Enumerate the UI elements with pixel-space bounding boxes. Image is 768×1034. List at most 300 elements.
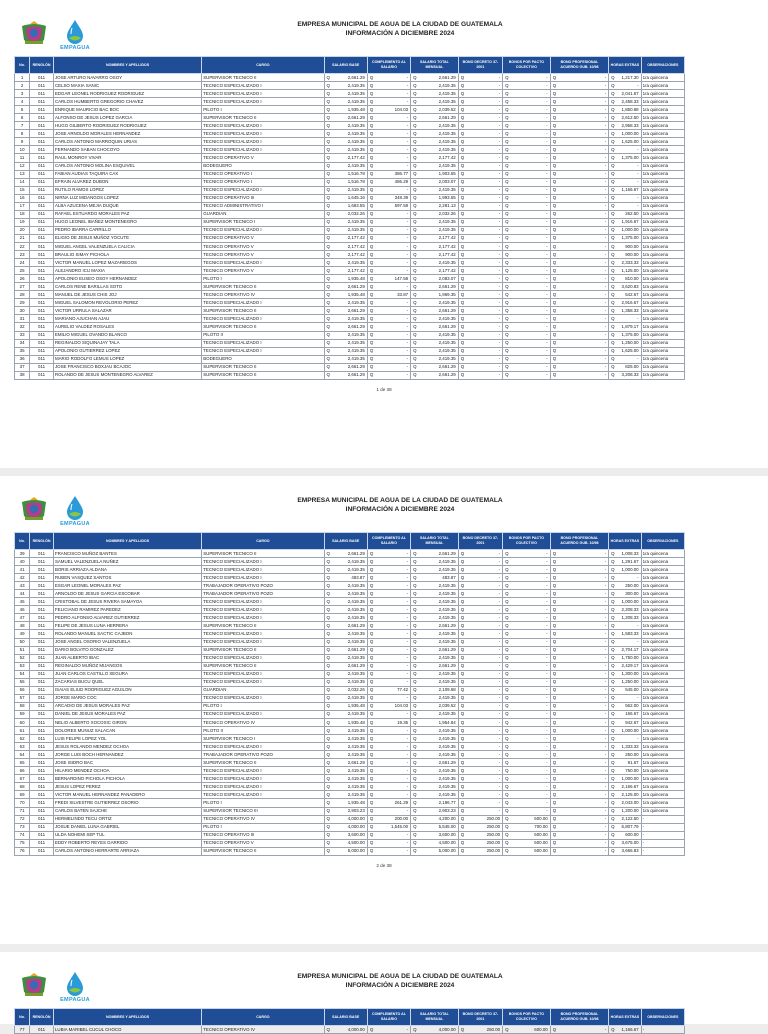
cell-observaciones: 1ra quincena: [641, 162, 684, 170]
currency-symbol: Q: [326, 259, 330, 265]
currency-symbol: Q: [611, 679, 615, 685]
amount: 900.00: [625, 243, 639, 249]
money-value: [610, 720, 639, 726]
money-value: [460, 244, 501, 250]
money-value: [412, 728, 457, 734]
cell-horas-extras: [609, 130, 641, 138]
amount: -: [546, 703, 548, 709]
cell-observaciones: 1ra quincena: [641, 138, 684, 146]
amount: -: [406, 808, 409, 814]
column-header-renglon: RENGLÓN: [30, 533, 54, 550]
cell-cargo: TECNICO ESPECIALIZADO I: [202, 743, 324, 751]
amount: 2,122.50: [621, 816, 639, 822]
cell-observaciones: 1ra quincena: [641, 259, 684, 267]
cell-cargo: TECNICO OPERATIVO V: [202, 839, 324, 847]
currency-symbol: Q: [369, 195, 374, 201]
currency-symbol: Q: [413, 848, 417, 854]
cell-bono-decreto: [458, 574, 502, 582]
amount: -: [406, 598, 409, 604]
currency-symbol: Q: [326, 590, 330, 596]
amount: -: [604, 679, 607, 685]
cell-renglon: 011: [30, 807, 54, 815]
currency-symbol: Q: [611, 348, 615, 354]
money-value: [504, 276, 549, 282]
money-value: [326, 631, 366, 637]
amount: -: [604, 655, 607, 661]
cell-bonos-pacto: [503, 839, 551, 847]
amount: -: [498, 259, 501, 265]
amount: -: [498, 203, 501, 209]
cell-salario-base: [324, 815, 367, 823]
cell-salario-base: [324, 114, 367, 122]
cell-renglon: 011: [30, 598, 54, 606]
cell-cargo: TECNICO ESPECIALIZADO I: [202, 606, 324, 614]
currency-symbol: Q: [611, 171, 615, 177]
cell-salario-base: [324, 807, 367, 815]
money-value: [552, 639, 607, 645]
cell-nombre: ALBA AZUCENA MEJIA DUQUE: [53, 202, 201, 210]
cell-renglon: 011: [30, 242, 54, 250]
cell-cargo: SUPERVISOR TECNICO II: [202, 550, 324, 558]
cell-bono-decreto: [458, 307, 502, 315]
money-value: [326, 639, 366, 645]
money-value: [552, 575, 607, 581]
cell-bono-decreto: [458, 114, 502, 122]
amount: -: [604, 775, 607, 781]
money-value: [504, 824, 549, 830]
cell-renglon: 011: [30, 686, 54, 694]
cell-salario-base: [324, 251, 367, 259]
table-row: [15, 170, 685, 178]
cell-cargo: BODEGUERO: [202, 162, 324, 170]
cell-observaciones: 1ra quincena: [641, 646, 684, 654]
cell-cargo: TECNICO ESPECIALIZADO I: [202, 670, 324, 678]
cell-complemento: [367, 315, 410, 323]
cell-bono-decreto: [458, 90, 502, 98]
cell-no: 42: [15, 574, 30, 582]
currency-symbol: Q: [369, 639, 374, 645]
currency-symbol: Q: [505, 340, 509, 346]
amount: 2,419.35: [347, 614, 365, 620]
money-value: [369, 784, 409, 790]
cell-nombre: DARIO BOLVITO GONZALEZ: [53, 646, 201, 654]
column-header-observaciones: OBSERVACIONES: [641, 57, 684, 74]
currency-symbol: Q: [369, 622, 374, 628]
amount: 1,300.00: [621, 671, 639, 677]
money-value: [326, 284, 366, 290]
cell-nombre: SAMUEL VALENZUELA NUÑEZ: [53, 558, 201, 566]
money-value: [552, 179, 607, 185]
column-header-salario-base: SALARIO BASE: [324, 533, 367, 550]
money-value: [552, 324, 607, 330]
currency-symbol: Q: [505, 114, 509, 120]
amount: -: [546, 719, 548, 725]
cell-complemento: [367, 710, 410, 718]
amount: -: [546, 582, 548, 588]
money-value: [504, 316, 549, 322]
currency-symbol: Q: [611, 163, 615, 169]
amount: 2,419.35: [347, 767, 365, 773]
cell-bonos-pacto: [503, 154, 551, 162]
currency-symbol: Q: [326, 243, 330, 249]
money-value: [326, 687, 366, 693]
cell-bonos-pacto: [503, 727, 551, 735]
city-crest-logo: [19, 20, 49, 53]
cell-cargo: PILOTO I: [202, 106, 324, 114]
cell-bonos-pacto: [503, 767, 551, 775]
cell-bono-profesional: [550, 590, 608, 598]
amount: -: [546, 307, 548, 313]
cell-no: 47: [15, 614, 30, 622]
cell-bono-profesional: [550, 566, 608, 574]
cell-salario-total: [411, 1026, 459, 1034]
currency-symbol: Q: [611, 759, 615, 765]
amount: 2,419.35: [438, 751, 456, 757]
amount: 2,661.29: [438, 307, 456, 313]
currency-symbol: Q: [552, 332, 557, 338]
cell-cargo: TECNICO ESPECIALIZADO I: [202, 259, 324, 267]
currency-symbol: Q: [460, 323, 465, 329]
money-value: [369, 607, 409, 613]
amount: -: [498, 154, 501, 160]
amount: -: [546, 364, 548, 370]
money-value: [326, 211, 366, 217]
currency-symbol: Q: [611, 840, 615, 846]
money-value: [504, 268, 549, 274]
money-value: [326, 776, 366, 782]
amount: 2,419.35: [438, 582, 456, 588]
currency-symbol: Q: [326, 90, 330, 96]
cell-horas-extras: [609, 202, 641, 210]
amount: -: [604, 663, 607, 669]
money-value: [504, 784, 549, 790]
money-value: [369, 728, 409, 734]
currency-symbol: Q: [505, 364, 509, 370]
money-value: [610, 115, 639, 121]
currency-symbol: Q: [611, 315, 615, 321]
cell-observaciones: 1ra quincena: [641, 622, 684, 630]
page-header: [0, 952, 768, 1008]
currency-symbol: Q: [552, 251, 557, 257]
money-value: [610, 559, 639, 565]
currency-symbol: Q: [413, 235, 417, 241]
money-value: [552, 840, 607, 846]
cell-complemento: [367, 74, 410, 82]
money-value: [552, 316, 607, 322]
amount: -: [406, 227, 409, 233]
cell-complemento: [367, 694, 410, 702]
cell-salario-base: [324, 598, 367, 606]
currency-symbol: Q: [460, 703, 465, 709]
amount: 1,291.67: [621, 558, 639, 564]
cell-observaciones: 1ra quincena: [641, 178, 684, 186]
amount: -: [498, 639, 501, 645]
money-value: [552, 832, 607, 838]
amount: -: [546, 299, 548, 305]
amount: -: [546, 356, 548, 362]
money-value: [369, 300, 409, 306]
currency-symbol: Q: [413, 783, 417, 789]
cell-salario-total: [411, 582, 459, 590]
cell-salario-total: [411, 315, 459, 323]
currency-symbol: Q: [413, 74, 417, 80]
amount: -: [546, 695, 548, 701]
money-value: [504, 187, 549, 193]
currency-symbol: Q: [552, 146, 557, 152]
cell-complemento: [367, 299, 410, 307]
cell-horas-extras: [609, 702, 641, 710]
cell-renglon: 011: [30, 234, 54, 242]
cell-salario-total: [411, 686, 459, 694]
amount: -: [604, 195, 607, 201]
amount: -: [546, 711, 548, 717]
amount: 810.00: [625, 275, 639, 281]
cell-salario-total: [411, 574, 459, 582]
table-row: [15, 598, 685, 606]
currency-symbol: Q: [611, 582, 615, 588]
column-header-no: No.: [15, 1009, 30, 1026]
currency-symbol: Q: [552, 832, 557, 838]
cell-bonos-pacto: [503, 759, 551, 767]
cell-bonos-pacto: [503, 331, 551, 339]
cell-no: 61: [15, 727, 30, 735]
currency-symbol: Q: [552, 364, 557, 370]
cell-nombre: FREDI SILVESTRE GUTIERREZ OSORIO: [53, 799, 201, 807]
amount: -: [498, 171, 501, 177]
money-value: [326, 324, 366, 330]
currency-symbol: Q: [413, 187, 417, 193]
money-value: [552, 703, 607, 709]
currency-symbol: Q: [413, 90, 417, 96]
table-row: [15, 315, 685, 323]
currency-symbol: Q: [413, 655, 417, 661]
money-value: [504, 252, 549, 258]
cell-nombre: FABIAN AUDIAS TAQUIRA CAX: [53, 170, 201, 178]
cell-bonos-pacto: [503, 299, 551, 307]
currency-symbol: Q: [505, 630, 509, 636]
currency-symbol: Q: [552, 275, 557, 281]
city-crest-logo: [19, 496, 49, 529]
table-row: [15, 839, 685, 847]
currency-symbol: Q: [460, 759, 465, 765]
cell-nombre: ZACARIAS BUCU QUEL: [53, 678, 201, 686]
cell-bono-profesional: [550, 727, 608, 735]
amount: 2,419.35: [347, 219, 365, 225]
cell-bono-decreto: [458, 130, 502, 138]
money-value: [610, 163, 639, 169]
currency-symbol: Q: [413, 130, 417, 136]
money-value: [610, 615, 639, 621]
cell-observaciones: 1ra quincena: [641, 323, 684, 331]
cell-nombre: EDGAR LEONEL RODRIGUEZ RODRIGUEZ: [53, 90, 201, 98]
cell-bonos-pacto: [503, 371, 551, 379]
currency-symbol: Q: [552, 195, 557, 201]
cell-observaciones: -: [641, 839, 684, 847]
cell-observaciones: 1ra quincena: [641, 574, 684, 582]
amount: 3,620.83: [621, 283, 639, 289]
table-row: [15, 735, 685, 743]
amount: 2,419.35: [438, 130, 456, 136]
cell-bono-decreto: [458, 242, 502, 250]
amount: -: [604, 275, 607, 281]
cell-bono-decreto: [458, 363, 502, 371]
amount: -: [406, 364, 409, 370]
currency-symbol: Q: [326, 179, 330, 185]
table-row: [15, 242, 685, 250]
cell-salario-base: [324, 146, 367, 154]
amount: -: [604, 171, 607, 177]
amount: 2,419.35: [347, 655, 365, 661]
money-value: [504, 599, 549, 605]
currency-symbol: Q: [413, 138, 417, 144]
currency-symbol: Q: [460, 227, 465, 233]
cell-renglon: 011: [30, 323, 54, 331]
cell-renglon: 011: [30, 646, 54, 654]
cell-renglon: 011: [30, 702, 54, 710]
table-row: [15, 371, 685, 379]
money-value: [552, 647, 607, 653]
amount: 4,500.00: [347, 840, 365, 846]
amount: -: [546, 622, 548, 628]
money-value: [610, 752, 639, 758]
table-row: [15, 686, 685, 694]
currency-symbol: Q: [460, 566, 465, 572]
money-value: [369, 639, 409, 645]
money-value: [552, 551, 607, 557]
amount: 2,419.35: [438, 340, 456, 346]
cell-horas-extras: [609, 654, 641, 662]
currency-symbol: Q: [505, 82, 509, 88]
cell-renglon: 011: [30, 743, 54, 751]
cell-bono-decreto: [458, 718, 502, 726]
money-value: [369, 99, 409, 105]
cell-no: 5: [15, 106, 30, 114]
money-value: [610, 679, 639, 685]
cell-no: 44: [15, 590, 30, 598]
cell-bonos-pacto: [503, 1026, 551, 1034]
cell-bonos-pacto: [503, 226, 551, 234]
amount: 2,419.35: [438, 655, 456, 661]
cell-no: 26: [15, 275, 30, 283]
money-value: [610, 623, 639, 629]
currency-symbol: Q: [505, 299, 509, 305]
currency-symbol: Q: [505, 791, 509, 797]
cell-salario-base: [324, 162, 367, 170]
money-value: [610, 219, 639, 225]
cell-horas-extras: [609, 791, 641, 799]
money-value: [369, 744, 409, 750]
currency-symbol: Q: [460, 179, 465, 185]
cell-bonos-pacto: [503, 566, 551, 574]
money-value: [610, 300, 639, 306]
amount: -: [546, 639, 548, 645]
cell-horas-extras: [609, 210, 641, 218]
cell-nombre: CARLOS ANTONIO MARROQUIN URIAS: [53, 138, 201, 146]
amount: 2,903.23: [347, 808, 365, 814]
currency-symbol: Q: [552, 711, 557, 717]
currency-symbol: Q: [369, 332, 374, 338]
amount: -: [546, 808, 548, 814]
money-value: [412, 300, 457, 306]
money-value: [504, 219, 549, 225]
money-value: [412, 99, 457, 105]
money-value: [610, 131, 639, 137]
cell-observaciones: 1ra quincena: [641, 202, 684, 210]
cell-renglon: 011: [30, 114, 54, 122]
cell-complemento: [367, 106, 410, 114]
amount: -: [498, 291, 501, 297]
amount: 2,661.29: [438, 663, 456, 669]
currency-symbol: Q: [552, 356, 557, 362]
currency-symbol: Q: [505, 348, 509, 354]
table-row: [15, 138, 685, 146]
currency-symbol: Q: [369, 679, 374, 685]
cell-bono-profesional: [550, 702, 608, 710]
cell-cargo: TECNICO OPERATIVO III: [202, 831, 324, 839]
money-value: [369, 163, 409, 169]
cell-horas-extras: [609, 291, 641, 299]
cell-renglon: 011: [30, 574, 54, 582]
cell-nombre: DANIEL DE JESUS MORALES PAZ: [53, 710, 201, 718]
amount: 2,419.35: [347, 711, 365, 717]
cell-renglon: 011: [30, 162, 54, 170]
cell-no: 4: [15, 98, 30, 106]
money-value: [610, 324, 639, 330]
amount: 2,419.35: [438, 606, 456, 612]
currency-symbol: Q: [611, 74, 615, 80]
amount: 2,419.35: [347, 598, 365, 604]
cell-nombre: AURELIO VALDEZ ROSALES: [53, 323, 201, 331]
cell-salario-base: [324, 614, 367, 622]
currency-symbol: Q: [369, 146, 374, 152]
amount: 1,750.00: [621, 655, 639, 661]
amount: 19.35: [397, 719, 409, 725]
cell-horas-extras: [609, 775, 641, 783]
cell-observaciones: 1ra quincena: [641, 154, 684, 162]
currency-symbol: Q: [460, 307, 465, 313]
cell-cargo: TECNICO ESPECIALIZADO I: [202, 98, 324, 106]
money-value: [326, 720, 366, 726]
currency-symbol: Q: [611, 622, 615, 628]
money-value: [369, 364, 409, 370]
cell-renglon: 011: [30, 339, 54, 347]
money-value: [412, 75, 457, 81]
cell-bonos-pacto: [503, 807, 551, 815]
amount: -: [546, 647, 548, 653]
cell-nombre: ARCADIO DE JESUS MORALES PAZ: [53, 702, 201, 710]
currency-symbol: Q: [369, 832, 374, 838]
cell-bono-decreto: [458, 815, 502, 823]
amount: -: [546, 171, 548, 177]
cell-salario-base: [324, 718, 367, 726]
cell-complemento: [367, 226, 410, 234]
money-value: [369, 227, 409, 233]
money-value: [504, 711, 549, 717]
cell-renglon: 011: [30, 355, 54, 363]
cell-bono-decreto: [458, 678, 502, 686]
cell-bono-profesional: [550, 226, 608, 234]
cell-complemento: [367, 614, 410, 622]
cell-bonos-pacto: [503, 606, 551, 614]
cell-cargo: TRABAJADOR OPERATIVO POZO: [202, 582, 324, 590]
money-value: [504, 752, 549, 758]
money-value: [412, 364, 457, 370]
cell-renglon: 011: [30, 839, 54, 847]
money-value: [412, 163, 457, 169]
cell-bonos-pacto: [503, 662, 551, 670]
currency-symbol: Q: [460, 98, 465, 104]
money-value: [552, 219, 607, 225]
